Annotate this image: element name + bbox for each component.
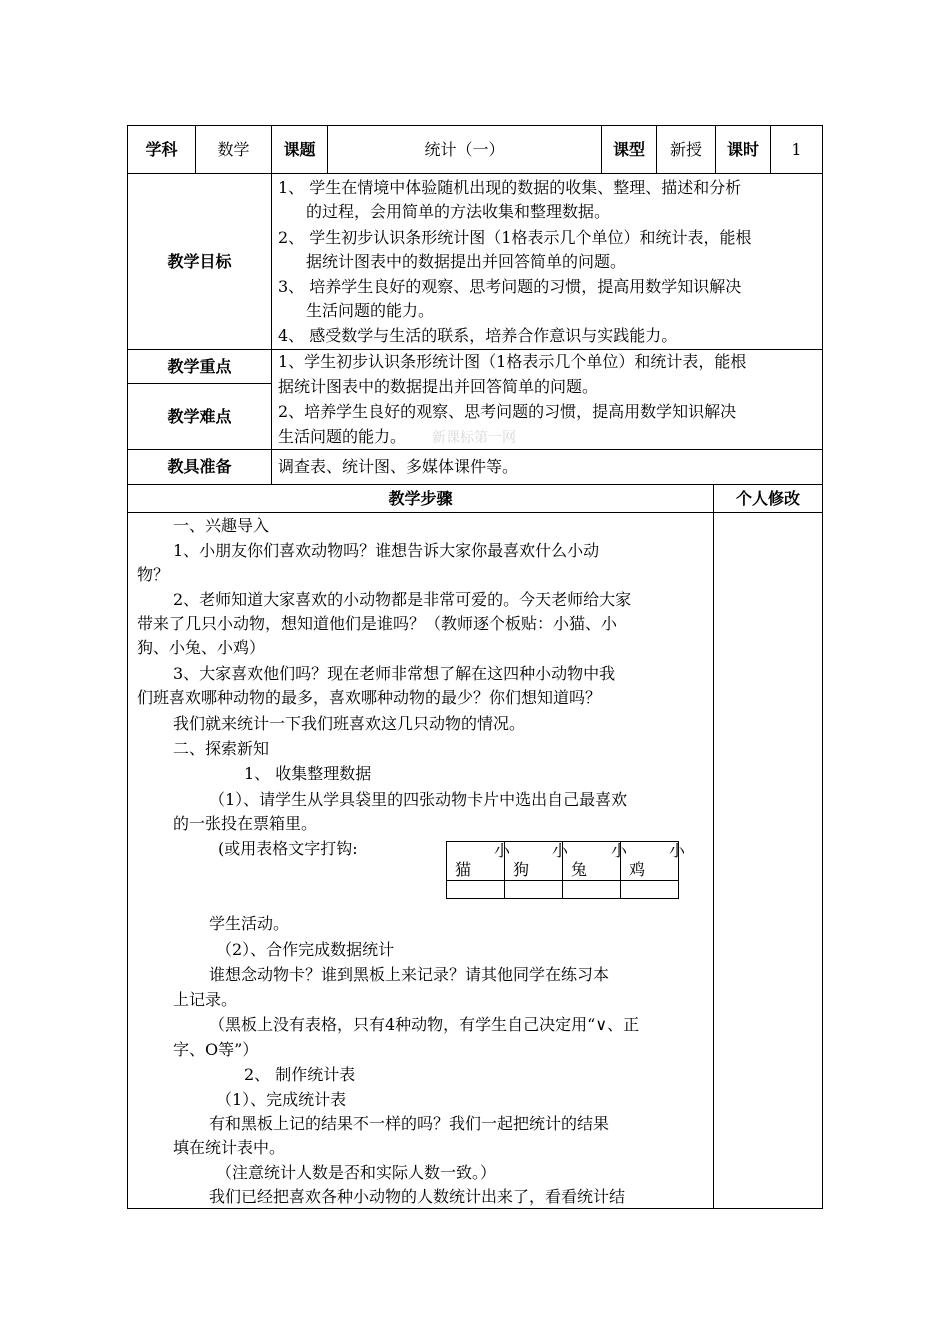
step-line: 2、老师知道大家喜欢的小动物都是非常可爱的。今天老师给大家	[173, 590, 632, 609]
step-line: (或用表格文字打钩:	[218, 839, 358, 858]
table-line-prep-bottom	[127, 484, 823, 485]
step-line: 我们就来统计一下我们班喜欢这几只动物的情况。	[173, 714, 526, 733]
table-border-top	[127, 125, 823, 126]
step-line: 字、O等”）	[173, 1040, 259, 1059]
focus-line: 1、学生初步认识条形统计图（1格表示几个单位）和统计表，能根	[278, 352, 747, 371]
step-line: （1）、完成统计表	[216, 1090, 347, 1109]
label-key-points: 教学重点	[167, 357, 232, 376]
label-teaching-steps: 教学步骤	[388, 489, 453, 508]
step-line: （黑板上没有表格，只有4种动物，有学生自己决定用“∨、正	[209, 1015, 640, 1034]
step-line: 上记录。	[173, 990, 238, 1009]
step-line: 1、 收集整理数据	[244, 764, 372, 783]
animal-prefix: 小	[494, 841, 511, 860]
step-line: 3、大家喜欢他们吗？现在老师非常想了解在这四种小动物中我	[173, 664, 616, 683]
animal-name: 鸡	[629, 860, 646, 879]
step-line: 2、 制作统计表	[244, 1065, 356, 1084]
animal-name: 兔	[571, 860, 588, 879]
animal-name: 狗	[513, 860, 530, 879]
step-line: 有和黑板上记的结果不一样的吗？我们一起把统计的结果	[209, 1114, 610, 1133]
value-periods: 1	[791, 140, 802, 159]
animal-prefix: 小	[552, 841, 569, 860]
step-line: （2）、合作完成数据统计	[216, 940, 395, 959]
objective-line: 生活问题的能力。	[306, 301, 435, 320]
step-line: （1）、请学生从学具袋里的四张动物卡片中选出自己最喜欢	[209, 790, 628, 809]
label-subject: 学科	[145, 140, 178, 159]
table-line-steps-header-bottom	[127, 512, 823, 513]
watermark-text: 新课标第一网	[432, 430, 516, 446]
table-line-focus-bottom	[127, 383, 271, 384]
step-line: 们班喜欢哪种动物的最多，喜欢哪种动物的最少？你们想知道吗？	[137, 688, 602, 707]
label-personal-edits: 个人修改	[735, 489, 800, 508]
step-line: 一、兴趣导入	[173, 516, 270, 535]
label-difficulties: 教学难点	[167, 407, 232, 426]
label-topic: 课题	[283, 140, 316, 159]
header-divider-2	[271, 125, 272, 485]
step-line: 我们已经把喜欢各种小动物的人数统计出来了，看看统计结	[209, 1187, 626, 1206]
objective-line: 据统计图表中的数据提出并回答简单的问题。	[306, 252, 627, 271]
step-line: 的一张投在票箱里。	[173, 814, 318, 833]
objective-line: 4、 感受数学与生活的联系，培养合作意识与实践能力。	[278, 326, 678, 345]
focus-line: 2、培养学生良好的观察、思考问题的习惯，提高用数学知识解决	[278, 402, 737, 421]
label-objectives: 教学目标	[167, 252, 232, 271]
objective-line: 3、 培养学生良好的观察、思考问题的习惯，提高用数学知识解决	[278, 277, 742, 296]
step-line: 物？	[137, 565, 170, 584]
label-lesson-type: 课型	[612, 140, 645, 159]
step-line: 学生活动。	[209, 914, 290, 933]
step-line: 谁想念动物卡？谁到黑板上来记录？请其他同学在练习本	[209, 965, 610, 984]
focus-line: 生活问题的能力。	[278, 427, 407, 446]
objective-line: 2、 学生初步认识条形统计图（1格表示几个单位）和统计表，能根	[278, 228, 752, 247]
step-line: 二、探索新知	[173, 739, 270, 758]
objective-line: 的过程，会用简单的方法收集和整理数据。	[306, 202, 611, 221]
value-subject: 数学	[217, 140, 250, 159]
focus-line: 据统计图表中的数据提出并回答简单的问题。	[278, 377, 599, 396]
materials-text: 调查表、统计图、多媒体课件等。	[278, 457, 519, 476]
table-border-left	[127, 125, 128, 1209]
label-materials: 教具准备	[167, 457, 232, 476]
value-lesson-type: 新授	[669, 140, 702, 159]
step-line: 狗、小兔、小鸡）	[137, 638, 266, 657]
animal-prefix: 小	[669, 841, 686, 860]
step-line: 1、小朋友你们喜欢动物吗？谁想告诉大家你最喜欢什么小动	[173, 541, 600, 560]
table-line-header-bottom	[127, 173, 823, 174]
objective-line: 1、 学生在情境中体验随机出现的数据的收集、整理、描述和分析	[278, 178, 742, 197]
animal-name: 猫	[455, 860, 472, 879]
value-topic: 统计（一）	[424, 140, 505, 159]
steps-column-divider	[713, 484, 714, 1209]
animal-prefix: 小	[611, 841, 628, 860]
label-periods: 课时	[726, 140, 759, 159]
step-line: 填在统计表中。	[173, 1138, 286, 1157]
step-line: （注意统计人数是否和实际人数一致。）	[216, 1163, 497, 1182]
table-border-right	[822, 125, 823, 1209]
step-line: 带来了几只小动物，想知道他们是谁吗？（教师逐个板贴：小猫、小	[137, 614, 618, 633]
